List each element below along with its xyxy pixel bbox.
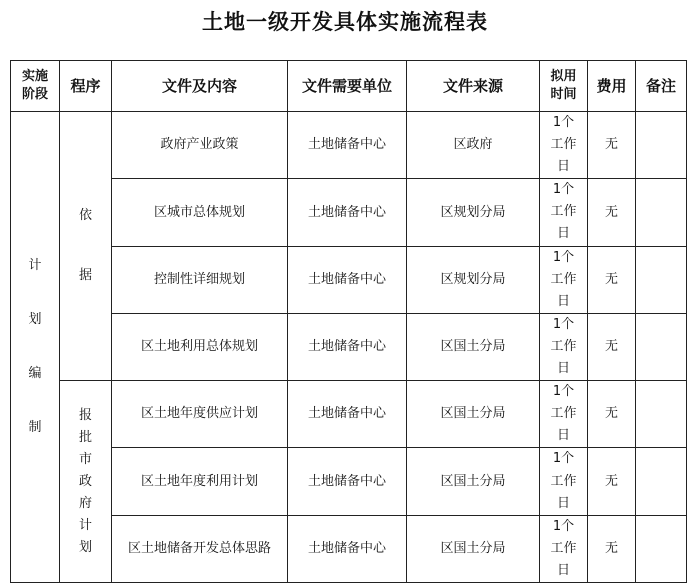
source-cell: 区规划分局 [407, 179, 540, 246]
stage-cell [11, 112, 60, 583]
content-cell: 控制性详细规划 [112, 246, 288, 313]
table-row [11, 112, 687, 179]
fee-cell: 无 [588, 179, 636, 246]
content-cell: 政府产业政策 [112, 112, 288, 179]
content-cell: 区土地利用总体规划 [112, 313, 288, 380]
time-cell: 1个工作日 [540, 515, 588, 582]
time-cell: 1个工作日 [540, 381, 588, 448]
time-cell: 1个工作日 [540, 313, 588, 380]
unit-cell: 土地储备中心 [288, 515, 407, 582]
header-unit: 文件需要单位 [288, 61, 407, 112]
table-row [11, 381, 687, 448]
header-stage: 实施阶段 [11, 61, 60, 112]
content-cell: 区土地储备开发总体思路 [112, 515, 288, 582]
source-cell: 区国土分局 [407, 381, 540, 448]
header-content: 文件及内容 [112, 61, 288, 112]
time-cell: 1个工作日 [540, 246, 588, 313]
procedure-cell-approval [60, 381, 112, 583]
stage-label: 计划编制 [28, 257, 42, 435]
time-cell: 1个工作日 [540, 112, 588, 179]
procedure-label: 依据 [78, 208, 92, 284]
header-source: 文件来源 [407, 61, 540, 112]
table-row [11, 179, 687, 246]
time-cell: 1个工作日 [540, 179, 588, 246]
content-cell: 区土地年度利用计划 [112, 448, 288, 515]
table-row [11, 515, 687, 582]
fee-cell: 无 [588, 515, 636, 582]
remark-cell [636, 179, 687, 246]
remark-cell [636, 515, 687, 582]
source-cell: 区国土分局 [407, 515, 540, 582]
table-row [11, 246, 687, 313]
table-row [11, 448, 687, 515]
fee-cell: 无 [588, 381, 636, 448]
procedure-cell-basis [60, 112, 112, 381]
document-title: 土地一级开发具体实施流程表 [202, 10, 488, 34]
procedure-label: 报批市政府计划 [78, 407, 92, 555]
source-cell: 区国土分局 [407, 313, 540, 380]
fee-cell: 无 [588, 112, 636, 179]
header-procedure: 程序 [60, 61, 112, 112]
source-cell: 区国土分局 [407, 448, 540, 515]
fee-cell: 无 [588, 313, 636, 380]
unit-cell: 土地储备中心 [288, 381, 407, 448]
content-cell: 区土地年度供应计划 [112, 381, 288, 448]
remark-cell [636, 448, 687, 515]
fee-cell: 无 [588, 448, 636, 515]
unit-cell: 土地储备中心 [288, 313, 407, 380]
table-row [11, 313, 687, 380]
unit-cell: 土地储备中心 [288, 179, 407, 246]
flow-table [10, 60, 687, 583]
unit-cell: 土地储备中心 [288, 112, 407, 179]
header-fee: 费用 [588, 61, 636, 112]
unit-cell: 土地储备中心 [288, 448, 407, 515]
remark-cell [636, 112, 687, 179]
source-cell: 区政府 [407, 112, 540, 179]
remark-cell [636, 246, 687, 313]
header-time: 拟用时间 [540, 61, 588, 112]
header-row [11, 61, 687, 112]
source-cell: 区规划分局 [407, 246, 540, 313]
remark-cell [636, 381, 687, 448]
header-remark: 备注 [636, 61, 687, 112]
unit-cell: 土地储备中心 [288, 246, 407, 313]
time-cell: 1个工作日 [540, 448, 588, 515]
remark-cell [636, 313, 687, 380]
fee-cell: 无 [588, 246, 636, 313]
content-cell: 区城市总体规划 [112, 179, 288, 246]
